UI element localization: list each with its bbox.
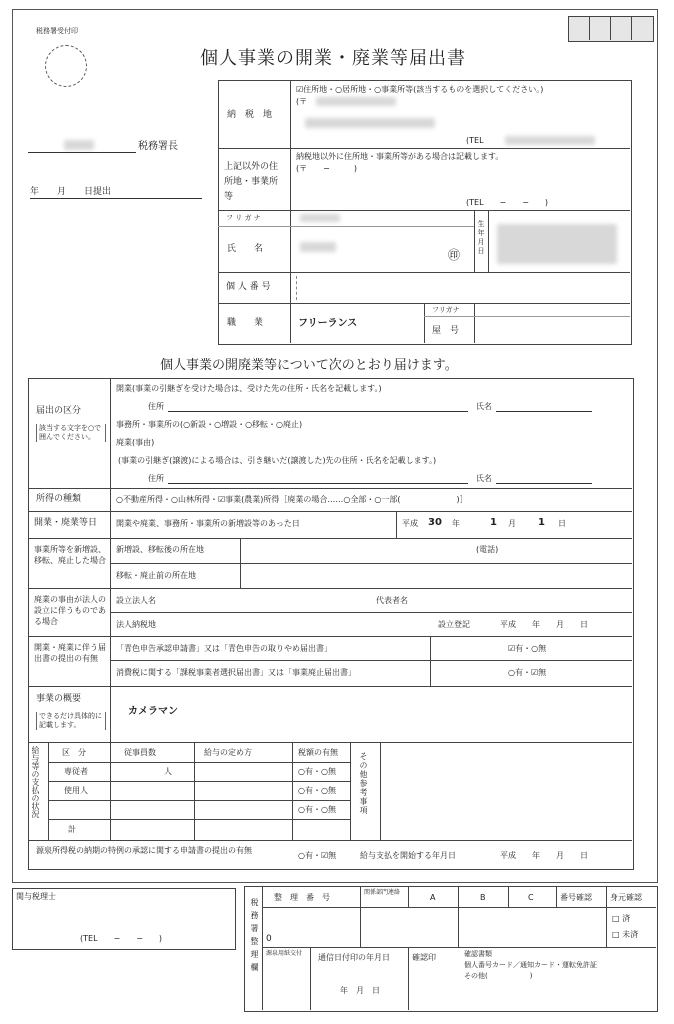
office-col — [606, 886, 607, 948]
date-era: 平成 — [402, 519, 418, 528]
office-col — [508, 886, 509, 908]
name-redacted — [300, 242, 336, 252]
phone-word: (電話) — [476, 545, 499, 554]
salary-row-line — [48, 819, 350, 820]
office-col — [310, 947, 311, 1010]
salary-row-line — [48, 762, 350, 763]
row-line — [218, 148, 630, 149]
consumption-value: ○有・☑無 — [508, 668, 547, 677]
category-note: 該当する文字を○で囲んでください。 — [36, 424, 106, 442]
address-label: 納 税 地 — [227, 110, 273, 120]
postal-redacted — [316, 97, 396, 106]
office-col — [458, 886, 459, 948]
date-text: 開業や廃業、事務所・事業所の新増設等のあった日 — [116, 519, 300, 528]
row-line — [28, 511, 632, 512]
facility-label: 事業所等を新増設、移転、廃止した場合 — [34, 545, 106, 565]
office-side-box — [244, 886, 658, 1012]
salary-col — [350, 742, 351, 840]
seal-mark: ㊞ — [448, 248, 461, 262]
furigana-label: フ リ ガ ナ — [226, 214, 261, 222]
sub-row-line — [110, 660, 632, 661]
name-line — [496, 411, 592, 412]
salary-col — [380, 742, 381, 840]
col-number-check: 番号確認 — [560, 893, 592, 902]
shop-furigana-line — [424, 316, 630, 317]
col-c: C — [528, 893, 534, 902]
shop-divider — [424, 303, 425, 343]
office-col — [360, 886, 361, 948]
date-stamp-label: 通信日付印の年月日 — [318, 953, 390, 962]
salary-row-line — [48, 800, 350, 801]
office-row — [262, 907, 656, 908]
doc-other: その他( ) — [464, 972, 533, 980]
tax-option-1: ○有・○無 — [298, 767, 336, 776]
salary-row-family: 専従者 — [64, 767, 88, 776]
office-col — [408, 947, 409, 1010]
other-address-label: 上記以外の住所地・事業所等 — [224, 162, 279, 202]
name-line — [496, 483, 592, 484]
business-note: できるだけ具体的に記載します。 — [36, 712, 106, 730]
filing-label: 開業・廃業に伴う届出書の提出の有無 — [34, 643, 106, 663]
tax-option-3: ○有・○無 — [298, 805, 336, 814]
office-use-grid-line — [631, 16, 632, 40]
birth-redacted — [497, 224, 617, 264]
office-use-grid-line — [610, 16, 611, 40]
office-use-grid — [568, 16, 654, 42]
date-year-unit: 年 — [452, 519, 460, 528]
income-label: 所得の種類 — [36, 494, 82, 504]
category-name-1: 氏名 — [476, 402, 492, 411]
name-label: 氏 名 — [227, 244, 264, 254]
representative: 代表者名 — [376, 596, 408, 605]
shop-furigana-label: フリガナ — [432, 306, 460, 314]
closing-line: 廃業(事由) — [116, 438, 155, 447]
office-col — [408, 886, 409, 908]
tel-label: (TEL — [466, 136, 484, 145]
office-side-label: 税務署整理欄 — [250, 898, 259, 976]
tel-redacted — [505, 136, 595, 145]
date-divider — [396, 511, 397, 538]
withholding-label: 源泉所得税の納期の特例の承認に関する申請書の提出の有無 — [36, 846, 252, 855]
date-day-unit: 日 — [558, 519, 566, 528]
shop-divider — [474, 303, 475, 343]
col-a: A — [430, 893, 436, 902]
address-line — [168, 483, 468, 484]
other-postal: (〒 − ) — [296, 164, 357, 173]
accountant-label: 関与税理士 — [16, 892, 56, 901]
form-title: 個人事業の開業・廃業等届出書 — [200, 48, 466, 69]
birth-label: 生年月日 — [477, 220, 485, 256]
birth-divider — [488, 210, 489, 272]
registration-date: 平成 年 月 日 — [500, 620, 588, 629]
office-stamp-label: 税務署受付印 — [36, 27, 78, 35]
office-use-grid-lines — [589, 16, 590, 40]
salary-label: 給与等の支払の状況 — [31, 746, 40, 818]
furigana-line — [218, 226, 474, 227]
date-month-unit: 月 — [508, 519, 516, 528]
income-value: ○不動産所得・○山林所得・☑事業(農業)所得［廃業の場合……○全部・○一部( )］ — [116, 495, 468, 504]
address-options: ☑住所地・○居所地・○事業所等(該当するものを選択してください。) — [296, 85, 544, 94]
date-year: 30 — [428, 517, 442, 528]
submission-date-line — [30, 198, 202, 199]
accountant-tel: (TEL − − ) — [80, 934, 163, 943]
salary-unit: 人 — [164, 767, 172, 776]
facility-line: 事務所・事業所の(○新設・○増設・○移転・○廃止) — [116, 420, 303, 429]
date-month: 1 — [490, 517, 497, 528]
col-b: B — [480, 893, 486, 902]
address-redacted — [305, 118, 435, 128]
submission-date: 年 月 日提出 — [30, 187, 112, 197]
withholding-form-issued: 源泉用紙交付 — [266, 950, 303, 957]
office-row — [262, 947, 656, 948]
blue-value: ☑有・○無 — [508, 644, 547, 653]
business-value: カメラマン — [128, 706, 178, 717]
occupation-value: フリーランス — [298, 318, 358, 329]
declaration: 個人事業の開廃業等について次のとおり届けます。 — [160, 358, 458, 373]
row-line — [28, 840, 632, 841]
postal-prefix: (〒 — [296, 97, 308, 106]
old-location: 移転・廃止前の所在地 — [116, 571, 196, 580]
consumption-form: 消費税に関する「課税事業者選択届出書」又は「事業廃止届出書」 — [116, 668, 356, 677]
doc-items: 個人番号カード／通知カード・運転免許証 — [464, 961, 597, 969]
category-address-1: 住所 — [148, 402, 164, 411]
new-location: 新増設、移転後の所在地 — [116, 545, 204, 554]
business-label: 事業の概要 — [36, 694, 82, 704]
date-label: 開業・廃業等日 — [34, 518, 98, 528]
my-number-boxes — [296, 276, 627, 300]
col-ref-number: 整 理 番 号 — [274, 893, 330, 902]
salary-header-count: 従事員数 — [124, 748, 156, 757]
row-line — [28, 538, 632, 539]
salary-row-employee: 使用人 — [64, 786, 88, 795]
address-line — [168, 411, 468, 412]
other-notes-label: その他参考事項 — [359, 752, 368, 815]
row-line — [218, 210, 630, 211]
salary-row-line — [48, 781, 350, 782]
tax-office-name-redacted — [64, 140, 94, 150]
salary-col — [48, 742, 49, 840]
tax-office-line — [28, 152, 136, 153]
tax-office-suffix: 税務署長 — [138, 141, 178, 152]
ref-zero: 0 — [266, 934, 272, 944]
salary-header-method: 給与の定め方 — [204, 748, 252, 757]
salary-col — [194, 742, 195, 840]
col-department: 関係部門連絡 — [364, 889, 401, 896]
my-number-label: 個 人 番 号 — [226, 282, 271, 292]
date-day: 1 — [538, 517, 545, 528]
corp-label: 廃業の事由が法人の設立に伴うものである場合 — [34, 595, 106, 626]
row-line — [28, 636, 632, 637]
filing-divider — [430, 636, 431, 686]
category-line1: 開業(事業の引継ぎを受けた場合は、受けた先の住所・氏名を記載します。) — [116, 384, 382, 393]
closing-note: (事業の引継ぎ(譲渡)による場合は、引き継いだ(譲渡した)先の住所・氏名を記載します。) — [118, 456, 437, 465]
salary-header-category: 区 分 — [62, 748, 86, 757]
other-address-note: 納税地以外に住所地・事業所等がある場合は記載します。 — [296, 152, 504, 161]
row-line — [218, 272, 630, 273]
row-line — [28, 488, 632, 489]
receipt-stamp-circle — [45, 45, 87, 87]
salary-row-total: 計 — [68, 825, 76, 834]
row-line — [28, 742, 632, 743]
sub-row-line — [110, 563, 632, 564]
salary-start-value: 平成 年 月 日 — [500, 851, 588, 860]
category-label: 届出の区分 — [36, 406, 82, 416]
corp-tax-place: 法人納税地 — [116, 620, 156, 629]
corp-name: 設立法人名 — [116, 596, 156, 605]
salary-start-label: 給与支払を開始する年月日 — [360, 851, 456, 860]
office-col — [262, 886, 263, 1010]
withholding-value: ○有・☑無 — [298, 851, 337, 860]
date-stamp-row: 年 月 日 — [340, 986, 380, 995]
doc-label: 確認書類 — [464, 950, 492, 958]
salary-col — [292, 742, 293, 840]
registration: 設立登記 — [438, 620, 470, 629]
id-done: □ 済 — [612, 914, 631, 923]
confirm-seal-label: 確認印 — [412, 953, 436, 962]
category-address-2: 住所 — [148, 474, 164, 483]
occupation-label: 職 業 — [227, 318, 264, 328]
id-not: □ 未済 — [612, 930, 639, 939]
row-line — [28, 588, 632, 589]
blue-form: 「青色申告承認申請書」又は「青色申告の取りやめ届出書」 — [116, 644, 332, 653]
birth-divider — [474, 210, 475, 272]
row-line — [28, 686, 632, 687]
category-name-2: 氏名 — [476, 474, 492, 483]
sub-row-line — [110, 612, 632, 613]
furigana-redacted — [300, 214, 340, 222]
tax-option-2: ○有・○無 — [298, 786, 336, 795]
col-id-check: 身元確認 — [610, 893, 642, 902]
label-column-divider — [110, 378, 111, 840]
other-tel: (TEL − − ) — [466, 198, 549, 207]
salary-header-tax: 税額の有無 — [298, 748, 338, 757]
shop-name-label: 屋 号 — [432, 326, 460, 336]
office-col — [556, 886, 557, 908]
